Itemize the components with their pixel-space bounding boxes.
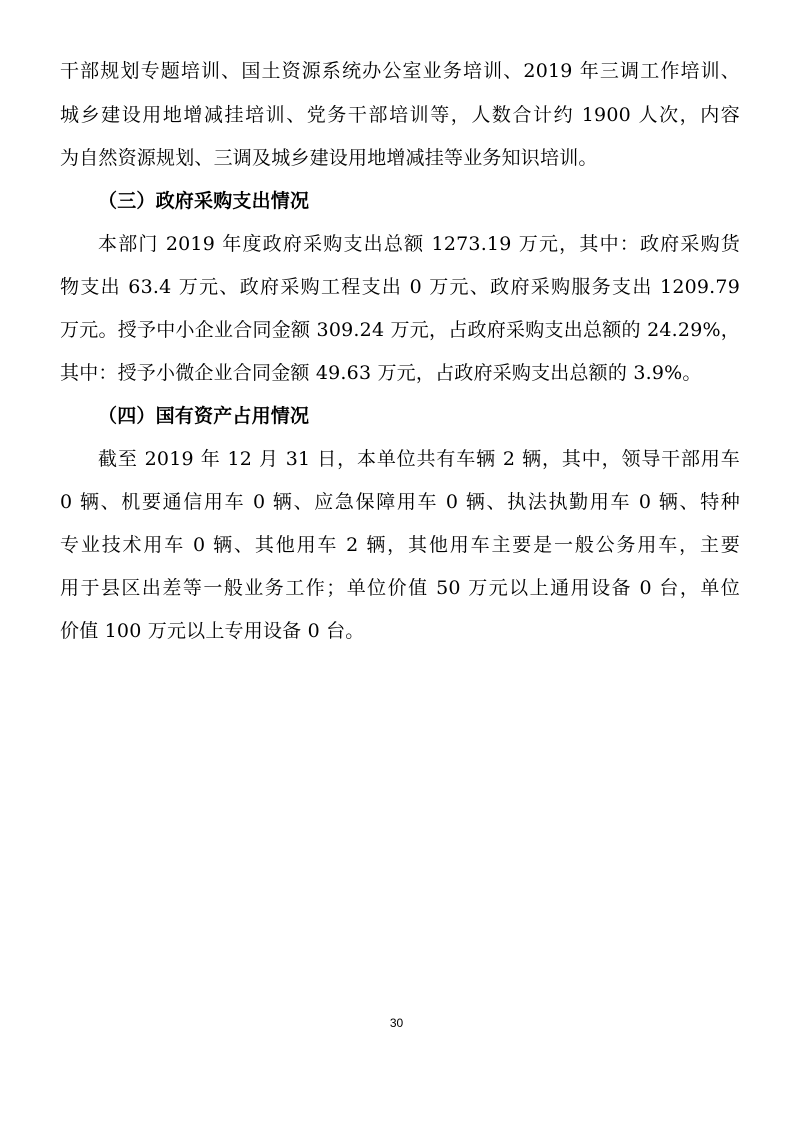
paragraph-line: 物支出 63.4 万元、政府采购工程支出 0 万元、政府采购服务支出 1209.79 <box>60 276 740 298</box>
paragraph-line: 为自然资源规划、三调及城乡建设用地增减挂等业务知识培训。 <box>60 147 598 169</box>
paragraph-line: 万元。授予中小企业合同金额 309.24 万元，占政府采购支出总额的 24.29%， <box>60 319 740 341</box>
section-heading: （三）政府采购支出情况 <box>98 190 310 212</box>
paragraph-line: 其中：授予小微企业合同金额 49.63 万元，占政府采购支出总额的 3.9%。 <box>60 362 702 384</box>
section-heading: （四）国有资产占用情况 <box>98 405 310 427</box>
paragraph-line: 0 辆、机要通信用车 0 辆、应急保障用车 0 辆、执法执勤用车 0 辆、特种 <box>60 491 740 513</box>
paragraph-line: 用于县区出差等一般业务工作；单位价值 50 万元以上通用设备 0 台，单位 <box>60 577 740 599</box>
paragraph-line: 本部门 2019 年度政府采购支出总额 1273.19 万元，其中：政府采购货 <box>98 233 740 255</box>
paragraph-line: 价值 100 万元以上专用设备 0 台。 <box>60 620 365 642</box>
paragraph-line: 干部规划专题培训、国土资源系统办公室业务培训、2019 年三调工作培训、 <box>60 60 740 82</box>
paragraph-line: 专业技术用车 0 辆、其他用车 2 辆，其他用车主要是一般公务用车，主要 <box>60 534 740 556</box>
paragraph-line: 城乡建设用地增减挂培训、党务干部培训等，人数合计约 1900 人次，内容 <box>60 104 740 126</box>
paragraph-line: 截至 2019 年 12 月 31 日，本单位共有车辆 2 辆，其中，领导干部用车 <box>98 448 740 470</box>
page-number: 30 <box>389 1016 404 1030</box>
